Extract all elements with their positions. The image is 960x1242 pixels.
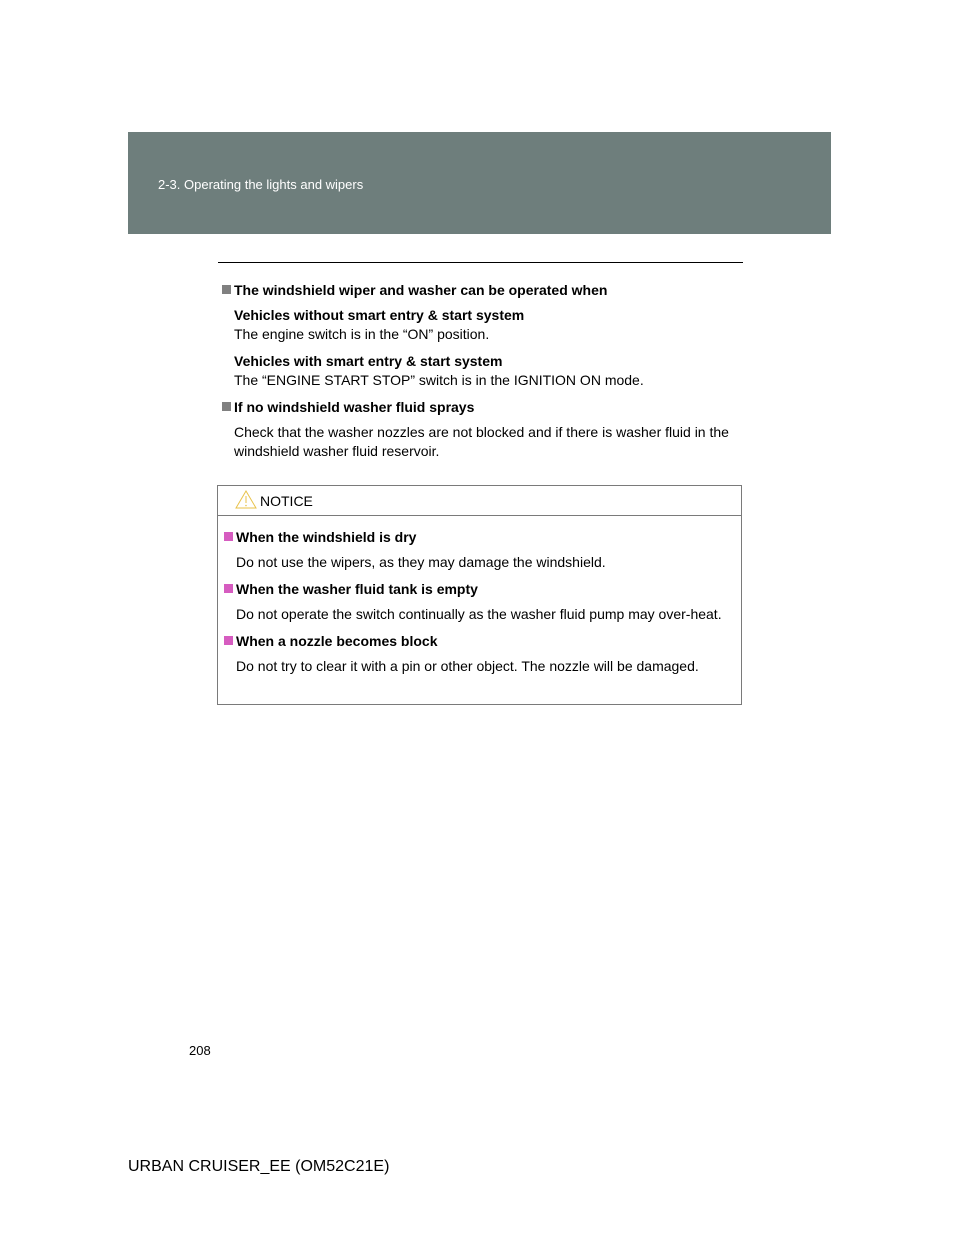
sub-heading: Vehicles without smart entry & start system <box>234 307 525 323</box>
body-text: Check that the washer nozzles are not blocked and if there is washer fluid in the windshield washer fluid reservoir. <box>234 424 729 459</box>
page-header <box>128 132 831 234</box>
section-heading: If no windshield washer fluid sprays <box>220 398 740 417</box>
notice-item-heading: When the windshield is dry <box>222 528 734 547</box>
section-item <box>220 306 740 344</box>
notice-body <box>222 528 734 684</box>
footer-model-code: URBAN CRUISER_EE (OM52C21E) <box>128 1158 390 1175</box>
square-bullet-icon <box>224 584 233 593</box>
square-bullet-icon <box>224 636 233 645</box>
notice-item-text: Do not operate the switch continually as the washer fluid pump may over-heat. <box>236 606 722 622</box>
page-number: 208 <box>189 1043 211 1058</box>
notice-item-text: Do not try to clear it with a pin or other object. The nozzle will be damaged. <box>236 658 699 674</box>
main-content <box>220 281 740 469</box>
header-title: 2-3. Operating the lights and wipers <box>158 177 364 192</box>
notice-header <box>218 486 741 516</box>
sub-heading: Vehicles with smart entry & start system <box>234 353 503 369</box>
notice-box <box>217 485 742 705</box>
notice-item-text: Do not use the wipers, as they may damage the windshield. <box>236 554 606 570</box>
warning-triangle-icon <box>235 490 257 509</box>
notice-item-heading: When the washer fluid tank is empty <box>222 580 734 599</box>
section-divider <box>218 262 743 263</box>
square-bullet-icon <box>224 532 233 541</box>
notice-item-heading: When a nozzle becomes block <box>222 632 734 651</box>
body-text: The “ENGINE START STOP” switch is in the IGNITION ON mode. <box>234 372 644 388</box>
square-bullet-icon <box>222 402 231 411</box>
section-item <box>220 352 740 390</box>
section-heading: The windshield wiper and washer can be operated when <box>220 281 740 300</box>
body-text: The engine switch is in the “ON” position. <box>234 326 490 342</box>
notice-title: NOTICE <box>260 493 313 509</box>
square-bullet-icon <box>222 285 231 294</box>
